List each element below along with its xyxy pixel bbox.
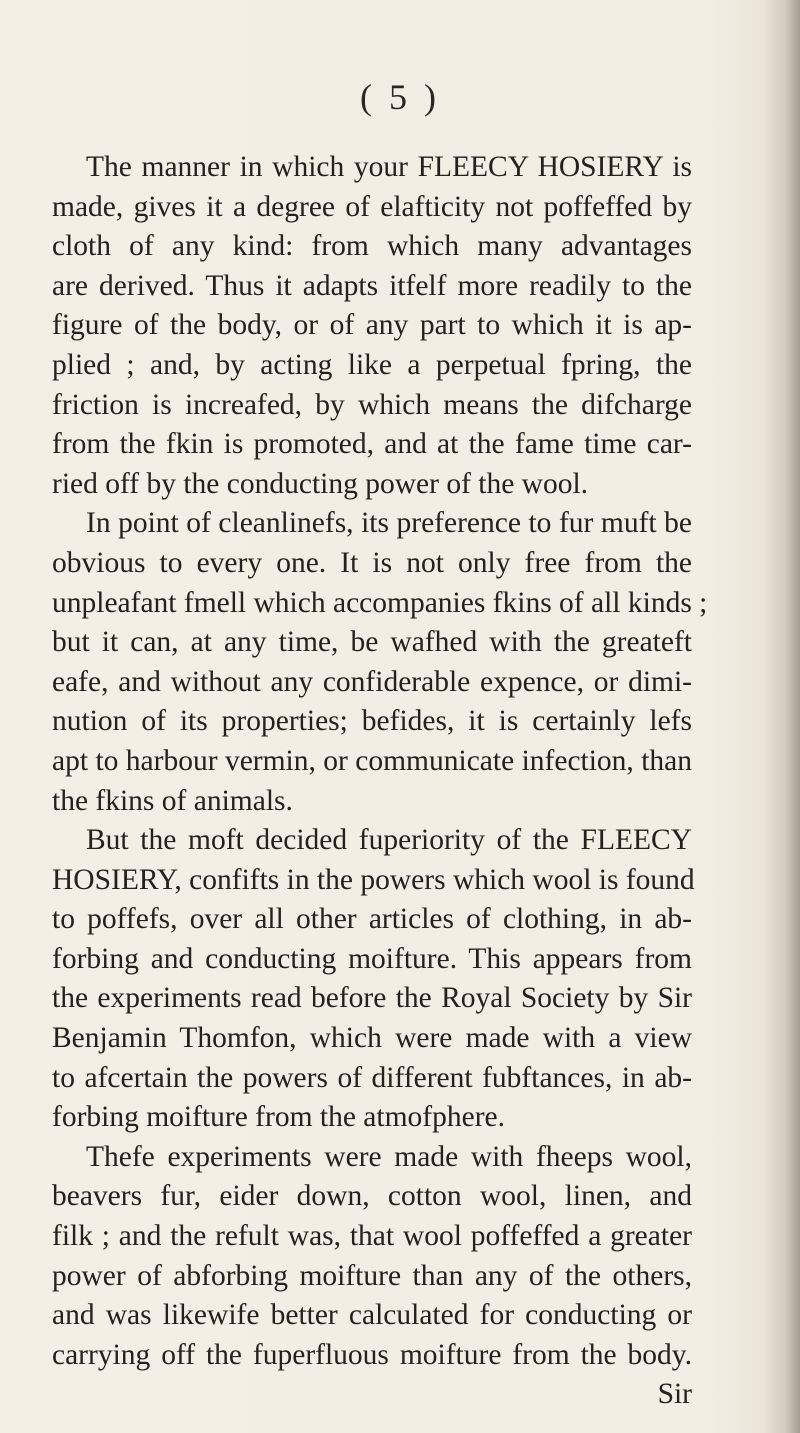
text-line: apt to harbour vermin, or communicate infection, than [52,744,692,777]
text-line: beavers fur, eider down, cotton wool, linen, and [52,1180,692,1213]
page-edge-shadow [764,0,800,1433]
text-line: are derived. Thus it adapts itfelf more readily to the [52,269,692,302]
text-line: filk ; and the refult was, that wool poffeffed a greater [52,1220,692,1253]
text-line: Thefe experiments were made with fheeps wool, [86,1140,692,1173]
page-body-text [52,148,708,1415]
text-line: power of abforbing moifture than any of the others, [52,1259,692,1292]
text-line: nution of its properties; befides, it is certainly lefs [52,705,692,738]
text-line: friction is increafed, by which means the difcharge [52,388,692,421]
text-line: figure of the body, or of any part to which it is ap- [52,309,692,342]
text-line: Benjamin Thomfon, which were made with a view [52,1022,692,1055]
text-line: from the fkin is promoted, and at the fame time car- [52,428,692,461]
text-line: but it can, at any time, be wafhed with the greateft [52,626,692,659]
text-line: But the moft decided fuperiority of the FLEECY [86,824,692,857]
text-line: to afcertain the powers of different fubftances, in ab- [52,1061,692,1094]
page-number: ( 5 ) [360,77,440,117]
text-line: the experiments read before the Royal Society by Sir [52,982,692,1015]
text-line: obvious to every one. It is not only free from the [52,546,692,579]
text-line: In point of cleanlinefs, its preference to fur muft be [86,507,692,540]
text-line: forbing and conducting moifture. This appears from [52,942,692,975]
text-line: plied ; and, by acting like a perpetual fpring, the [52,348,692,381]
text-line: eafe, and without any confiderable expence, or dimi- [52,665,692,698]
text-line: made, gives it a degree of elafticity not poffeffed by [52,190,692,223]
text-line: unpleafant fmell which accompanies fkins of all kinds ; [52,586,708,619]
text-line: The manner in which your FLEECY HOSIERY is [86,151,692,183]
text-line: the fkins of animals. [52,784,293,817]
catchword: Sir [657,1378,692,1411]
text-line: and was likewife better calculated for conducting or [52,1299,692,1332]
text-line: HOSIERY, confifts in the powers which wool is found [52,863,695,896]
text-line: to poffefs, over all other articles of clothing, in ab- [52,903,692,936]
text-line: forbing moifture from the atmofphere. [52,1101,506,1134]
text-line: carrying off the fuperfluous moifture from the body. [52,1338,692,1371]
text-line: cloth of any kind: from which many advantages [52,230,692,263]
text-line: ried off by the conducting power of the wool. [52,467,589,500]
